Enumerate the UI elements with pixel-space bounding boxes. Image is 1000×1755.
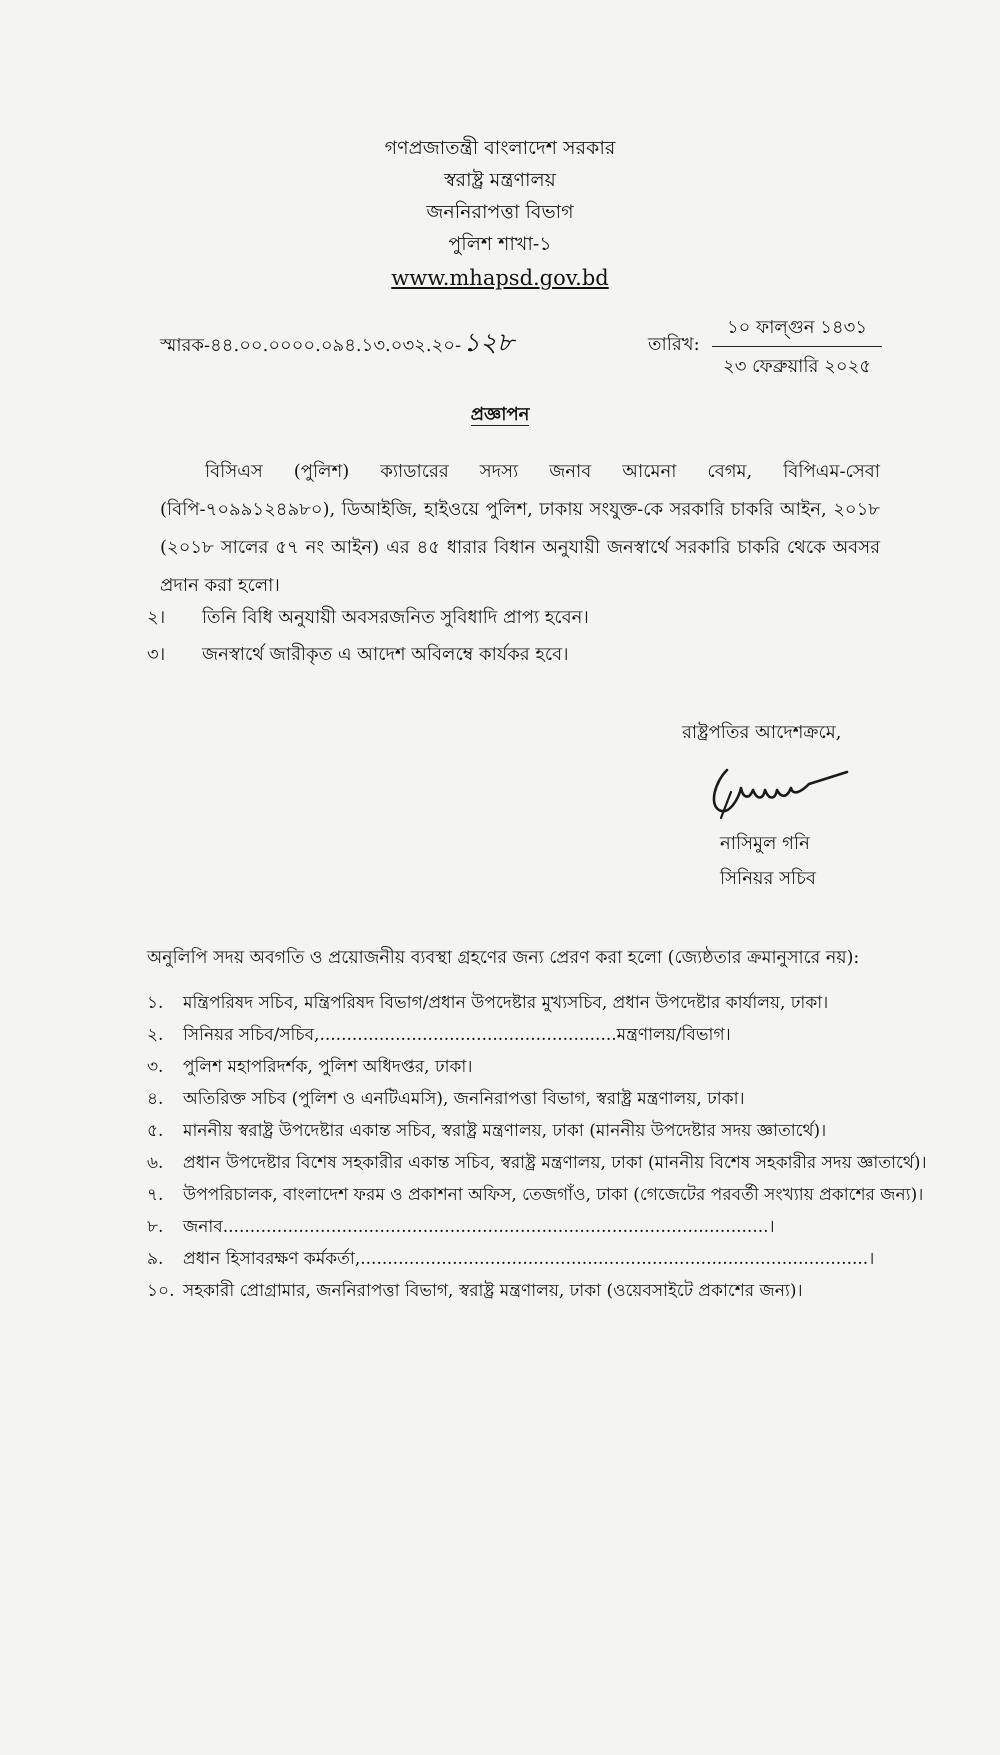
date-divider bbox=[712, 346, 882, 347]
copy-text: মন্ত্রিপরিষদ সচিব, মন্ত্রিপরিষদ বিভাগ/প্রধান উপদেষ্টার মুখ্যসচিব, প্রধান উপদেষ্টার কার্যালয়, ঢাকা। bbox=[183, 993, 829, 1013]
point-number: ৩। bbox=[147, 644, 166, 665]
memo-handwritten-number: ১২৮ bbox=[463, 328, 514, 358]
ministry-name: স্বরাষ্ট্র মন্ত্রণালয় bbox=[444, 169, 556, 191]
copy-item bbox=[147, 1086, 745, 1114]
signatory-name: নাসিমুল গনি bbox=[720, 833, 810, 854]
signatory-designation: সিনিয়র সচিব bbox=[720, 868, 816, 889]
copy-item bbox=[147, 990, 828, 1018]
document-title bbox=[0, 400, 1000, 431]
letterhead bbox=[0, 132, 1000, 294]
copy-number: ৪. bbox=[147, 1089, 164, 1109]
copy-item bbox=[147, 1246, 874, 1274]
copy-text: সহকারী প্রোগ্রামার, জননিরাপত্তা বিভাগ, স্বরাষ্ট্র মন্ত্রণালয়, ঢাকা (ওয়েবসাইটে প্রকাশের জন্য)। bbox=[183, 1281, 803, 1301]
copy-text: পুলিশ মহাপরিদর্শক, পুলিশ অধিদপ্তর, ঢাকা। bbox=[183, 1057, 473, 1077]
point-number: ২। bbox=[147, 607, 166, 628]
copy-item bbox=[147, 1022, 731, 1050]
copy-number: ৫. bbox=[147, 1121, 164, 1141]
branch-name: পুলিশ শাখা-১ bbox=[448, 233, 552, 255]
copy-number: ১. bbox=[147, 993, 164, 1013]
body-paragraph: বিসিএস (পুলিশ) ক্যাডারের সদস্য জনাব আমেনা বেগম, বিপিএম-সেবা (বিপি-৭০৯৯১২৪৯৮০), ডিআইজি, হাইওয়ে পুলিশ, ঢাকায় সংযুক্ত-কে সরকারি চাকরি আইন, ২০১৮ (২০১৮ সালের ৫৭ নং আইন) এর ৪৫ ধারার বিধান অনুযায়ী জনস্বার্থে সরকারি চাকরি থেকে অবসর প্রদান করা হলো। bbox=[160, 461, 880, 596]
website-link[interactable]: www.mhapsd.gov.bd bbox=[391, 266, 609, 290]
copies-heading: অনুলিপি সদয় অবগতি ও প্রয়োজনীয় ব্যবস্থা গ্রহণের জন্য প্রেরণ করা হলো (জ্যেষ্ঠতার ক্রমানুসারে নয়): bbox=[147, 948, 860, 968]
date-bangla: ১০ ফাল্গুন ১৪৩১ bbox=[726, 317, 868, 338]
date-english: ২৩ ফেব্রুয়ারি ২০২৫ bbox=[723, 356, 871, 377]
copy-text: জনাব.....................................................................................................। bbox=[183, 1217, 775, 1237]
memo-prefix: স্মারক-৪৪.০০.০০০০.০৯৪.১৩.০৩২.২০- bbox=[160, 335, 462, 356]
copy-text: উপপরিচালক, বাংলাদেশ ফরম ও প্রকাশনা অফিস, তেজগাঁও, ঢাকা (গেজেটের পরবর্তী সংখ্যায় প্রকাশের জন্য)। bbox=[183, 1185, 924, 1205]
division-name: জননিরাপত্তা বিভাগ bbox=[426, 201, 574, 223]
copy-number: ৬. bbox=[147, 1153, 164, 1173]
copy-item bbox=[147, 1182, 923, 1210]
handwritten-signature bbox=[705, 752, 855, 822]
copy-number: ২. bbox=[147, 1025, 164, 1045]
point-item bbox=[147, 640, 569, 671]
title-text: প্রজ্ঞাপন bbox=[470, 404, 530, 425]
memo-number bbox=[160, 322, 514, 366]
copy-item bbox=[147, 1054, 472, 1082]
copy-text: অতিরিক্ত সচিব (পুলিশ ও এনটিএমসি), জননিরাপত্তা বিভাগ, স্বরাষ্ট্র মন্ত্রণালয়, ঢাকা। bbox=[183, 1089, 745, 1109]
date-label: তারিখ: bbox=[648, 334, 700, 355]
copy-number: ৭. bbox=[147, 1185, 164, 1205]
government-name: গণপ্রজাতন্ত্রী বাংলাদেশ সরকার bbox=[384, 137, 616, 159]
copy-item bbox=[147, 1118, 826, 1146]
copy-text: মাননীয় স্বরাষ্ট্র উপদেষ্টার একান্ত সচিব, স্বরাষ্ট্র মন্ত্রণালয়, ঢাকা (মাননীয় উপদেষ্টার সদয় জ্ঞাতার্থে)। bbox=[183, 1121, 827, 1141]
copy-number: ১০. bbox=[147, 1281, 175, 1301]
copy-number: ৩. bbox=[147, 1057, 164, 1077]
copy-text: প্রধান হিসাবরক্ষণ কর্মকর্তা,..............................................................................................। bbox=[183, 1249, 875, 1269]
point-text: জনস্বার্থে জারীকৃত এ আদেশ অবিলম্বে কার্যকর হবে। bbox=[202, 644, 569, 665]
copy-item bbox=[147, 1150, 927, 1178]
copy-text: প্রধান উপদেষ্টার বিশেষ সহকারীর একান্ত সচিব, স্বরাষ্ট্র মন্ত্রণালয়, ঢাকা (মাননীয় বিশেষ সহকারীর সদয় জ্ঞাতার্থে)। bbox=[183, 1153, 927, 1173]
copy-item bbox=[147, 1278, 803, 1306]
copy-number: ৯. bbox=[147, 1249, 164, 1269]
point-text: তিনি বিধি অনুযায়ী অবসরজনিত সুবিধাদি প্রাপ্য হবেন। bbox=[202, 607, 589, 628]
point-item bbox=[147, 603, 589, 634]
copy-item bbox=[147, 1214, 775, 1242]
copy-text: সিনিয়র সচিব/সচিব,.......................................................মন্ত্রণালয়/বিভাগ। bbox=[183, 1025, 731, 1045]
copy-number: ৮. bbox=[147, 1217, 164, 1237]
signature-order: রাষ্ট্রপতির আদেশক্রমে, bbox=[682, 722, 842, 743]
